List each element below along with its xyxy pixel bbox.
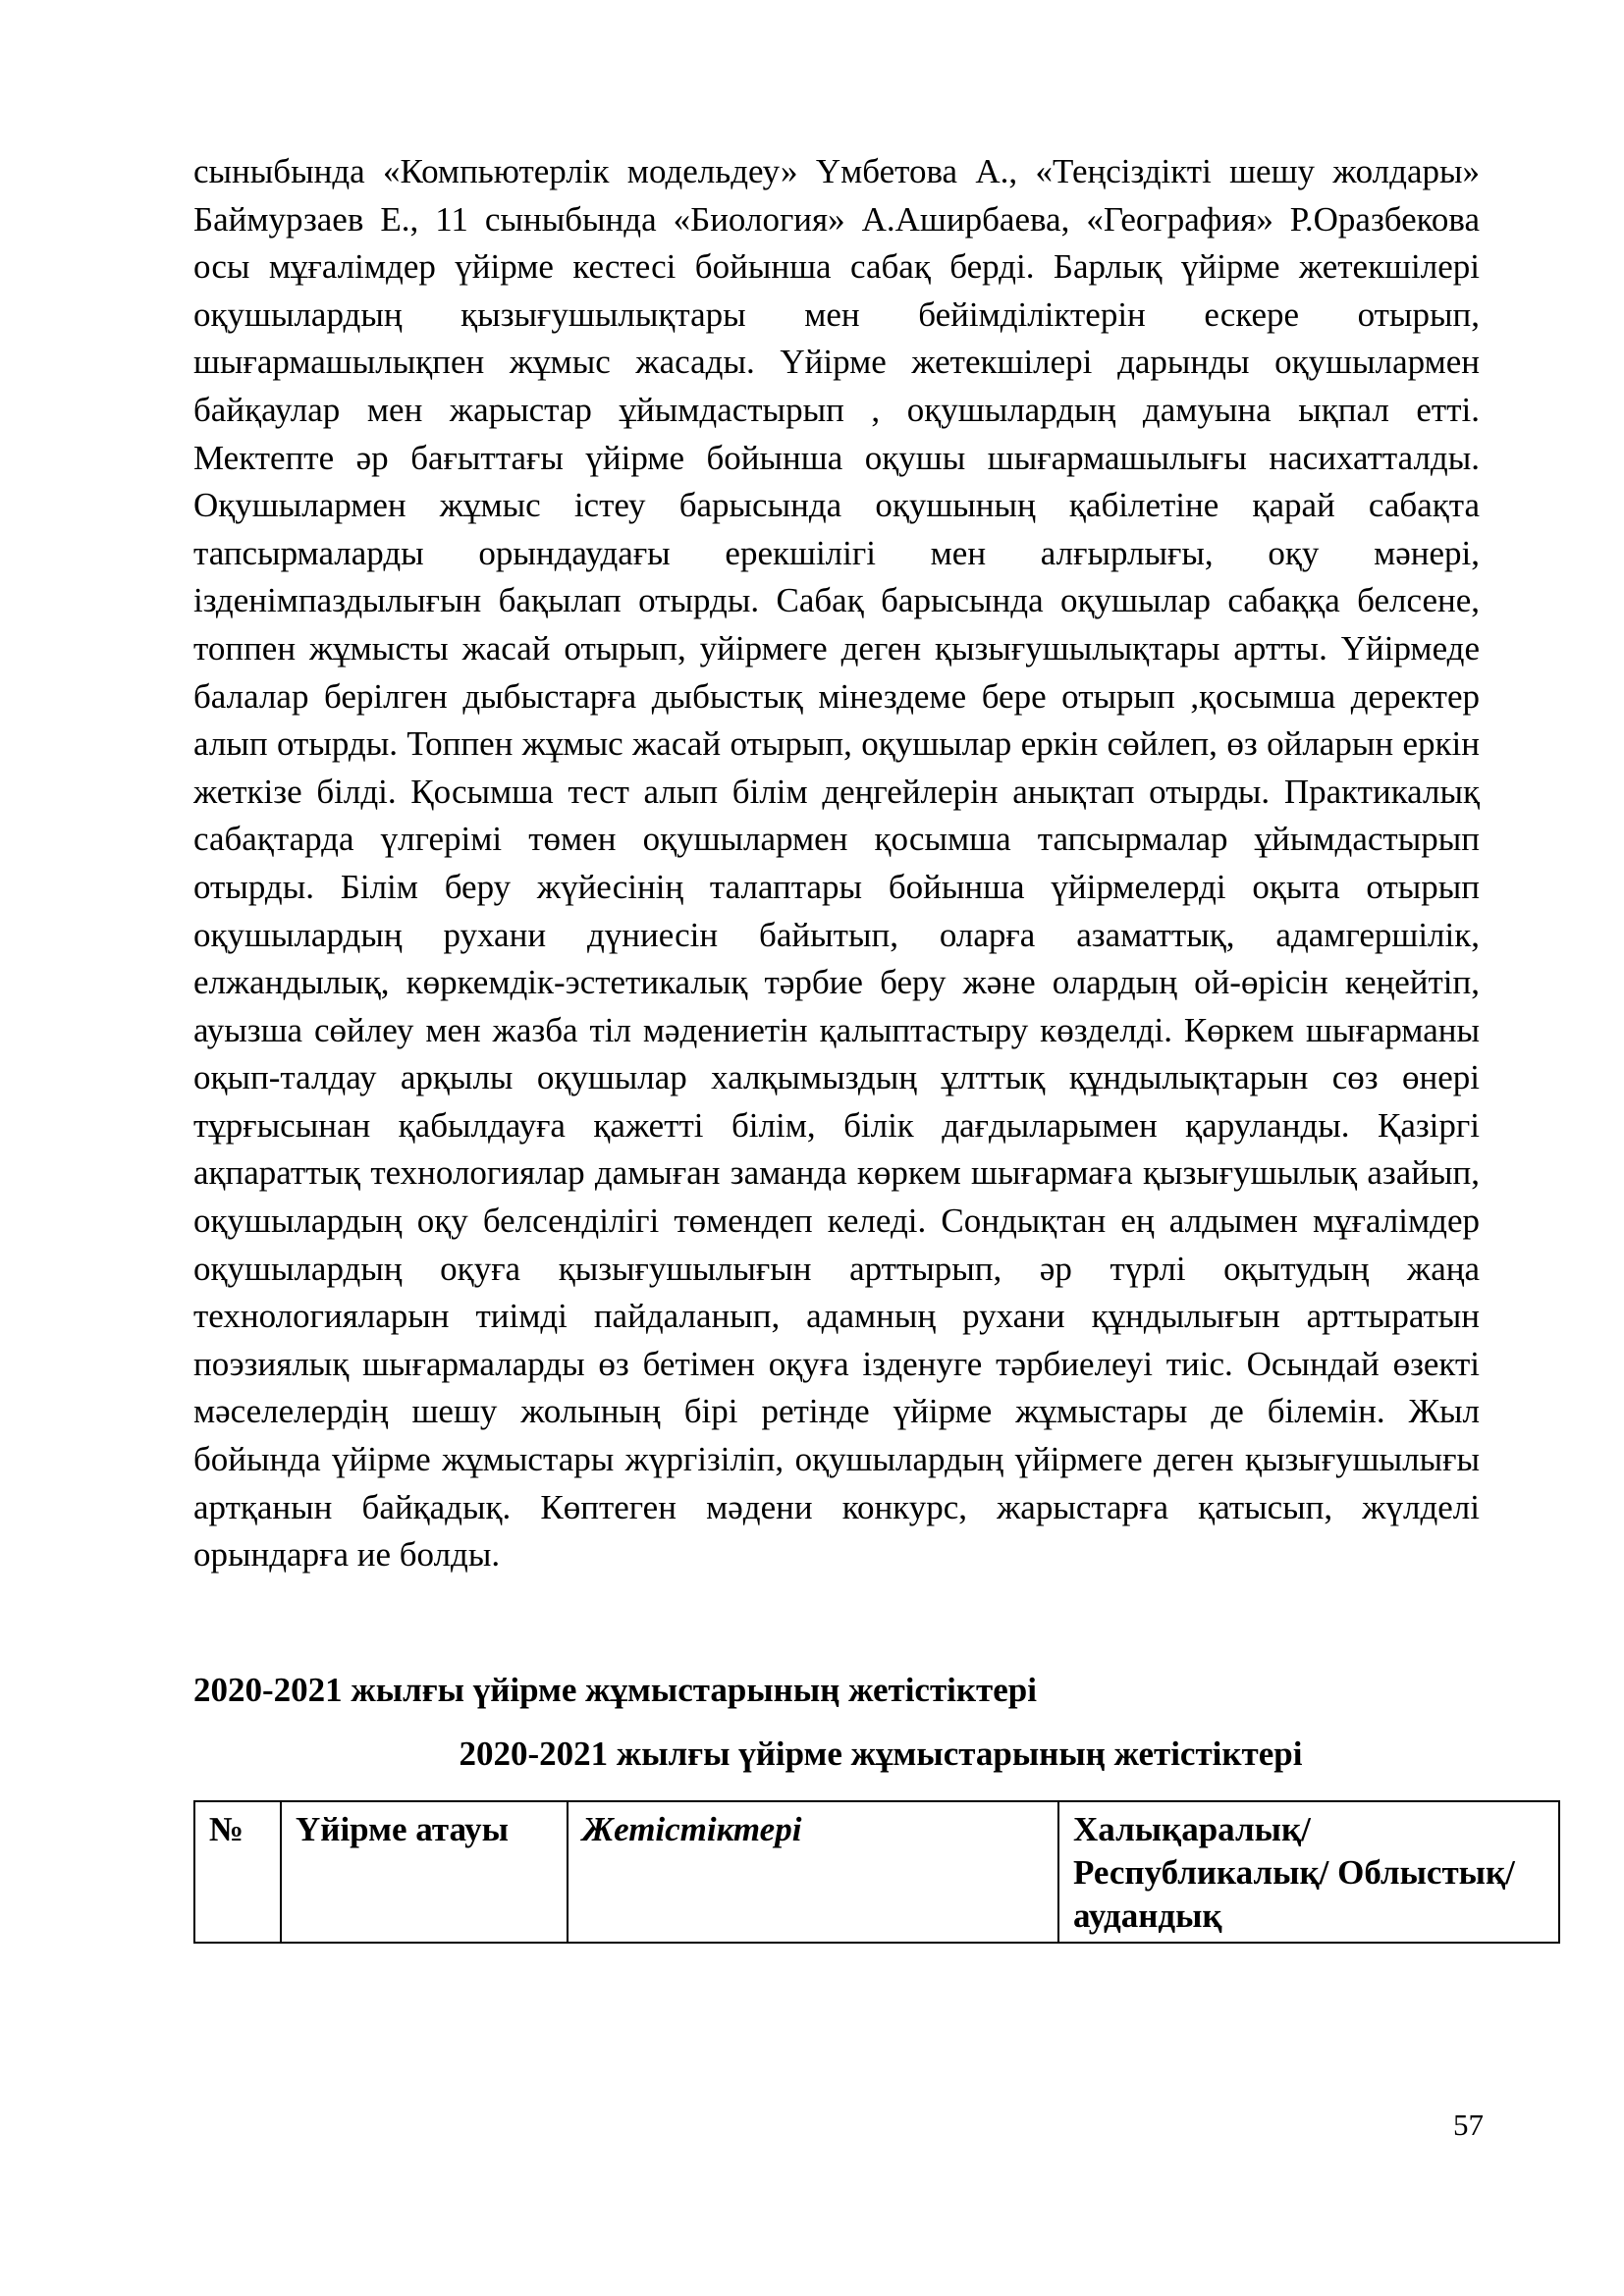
achievements-table <box>193 1800 1560 1944</box>
table-caption: 2020-2021 жылғы үйірме жұмыстарының жетістіктері <box>459 1735 1303 1773</box>
header-achievements: Жетістіктері <box>568 1801 1058 1943</box>
body-paragraph: сыныбында «Компьютерлік модельдеу» Үмбетова А., «Теңсіздікті шешу жолдары» Баймурзаев Е., 11 сыныбында «Биология» А.Аширбаева, «География» Р.Оразбекова осы мұғалімдер үйірме кестесі бойынша сабақ берді. Барлық үйірме жетекшілері оқушылардың қызығушылықтары мен бейімділіктерін ескере отырып, шығармашылықпен жұмыс жасады. Үйірме жетекшілері дарынды оқушылармен байқаулар мен жарыстар ұйымдастырып , оқушылардың дамуына ықпал етті. Мектепте әр бағыттағы үйірме бойынша оқушы шығармашылығы насихатталды. Оқушылармен жұмыс істеу барысында оқушының қабілетіне қарай сабақта тапсырмаларды орындаудағы ерекшілігі мен алғырлығы, оқу мәнері, ізденімпаздылығын бақылап отырды. Сабақ барысында оқушылар сабаққа белсене, топпен жұмысты жасай отырып, уйірмеге деген қызығушылықтары артты. Үйірмеде балалар берілген дыбыстарға дыбыстық мінездеме бере отырып ,қосымша деректер алып отырды. Топпен жұмыс жасай отырып, оқушылар еркін сөйлеп, өз ойларын еркін жеткізе білді. Қосымша тест алып білім деңгейлерін анықтап отырды. Практикалық сабақтарда үлгерімі төмен оқушылармен қосымша тапсырмалар ұйымдастырып отырды. Білім беру жүйесінің талаптары бойынша үйірмелерді оқыта отырып оқушылардың рухани дүниесін байытып, оларға азаматтық, адамгершілік, елжандылық, көркемдік-эстетикалық тәрбие беру және олардың ой-өрісін кеңейтіп, ауызша сөйлеу мен жазба тіл мәдениетін қалыптастыру көзделді. Көркем шығарманы оқып-талдау арқылы оқушылар халқымыздың ұлттық құндылықтарын сөз өнері тұрғысынан қабылдауға қажетті білім, білік дағдыларымен қаруланды. Қазіргі ақпараттық технологиялар дамыған заманда көркем шығармаға қызығушылық азайып, оқушылардың оқу белсенділігі төмендеп келеді. Сондықтан ең алдымен мұғалімдер оқушылардың оқуға қызығушылығын арттырып, әр түрлі оқытудың жаңа технологияларын тиімді пайдаланып, адамның рухани құндылығын арттыратын поэзиялық шығармаларды өз бетімен оқуға ізденуге тәрбиелеуі тиіс. Осындай өзекті мәселелердің шешу жолының бірі ретінде үйірме жұмыстары де білемін. Жыл бойында үйірме жұмыстары жүргізіліп, оқушылардың үйірмеге деген қызығушылығы артқанын байқадық. Көптеген мәдени конкурс, жарыстарға қатысып, жүлделі орындарға ие болды. <box>193 152 1480 1575</box>
table-header-row <box>194 1801 1559 1943</box>
header-level: Халықаралық/ Республикалық/ Облыстық/ аудандық <box>1058 1801 1559 1943</box>
page-number: 57 <box>1453 2108 1484 2142</box>
section-heading: 2020-2021 жылғы үйірме жұмыстарының жетістіктері <box>193 1671 1037 1709</box>
header-club-name: Үйірме атауы <box>281 1801 568 1943</box>
header-number: № <box>194 1801 281 1943</box>
